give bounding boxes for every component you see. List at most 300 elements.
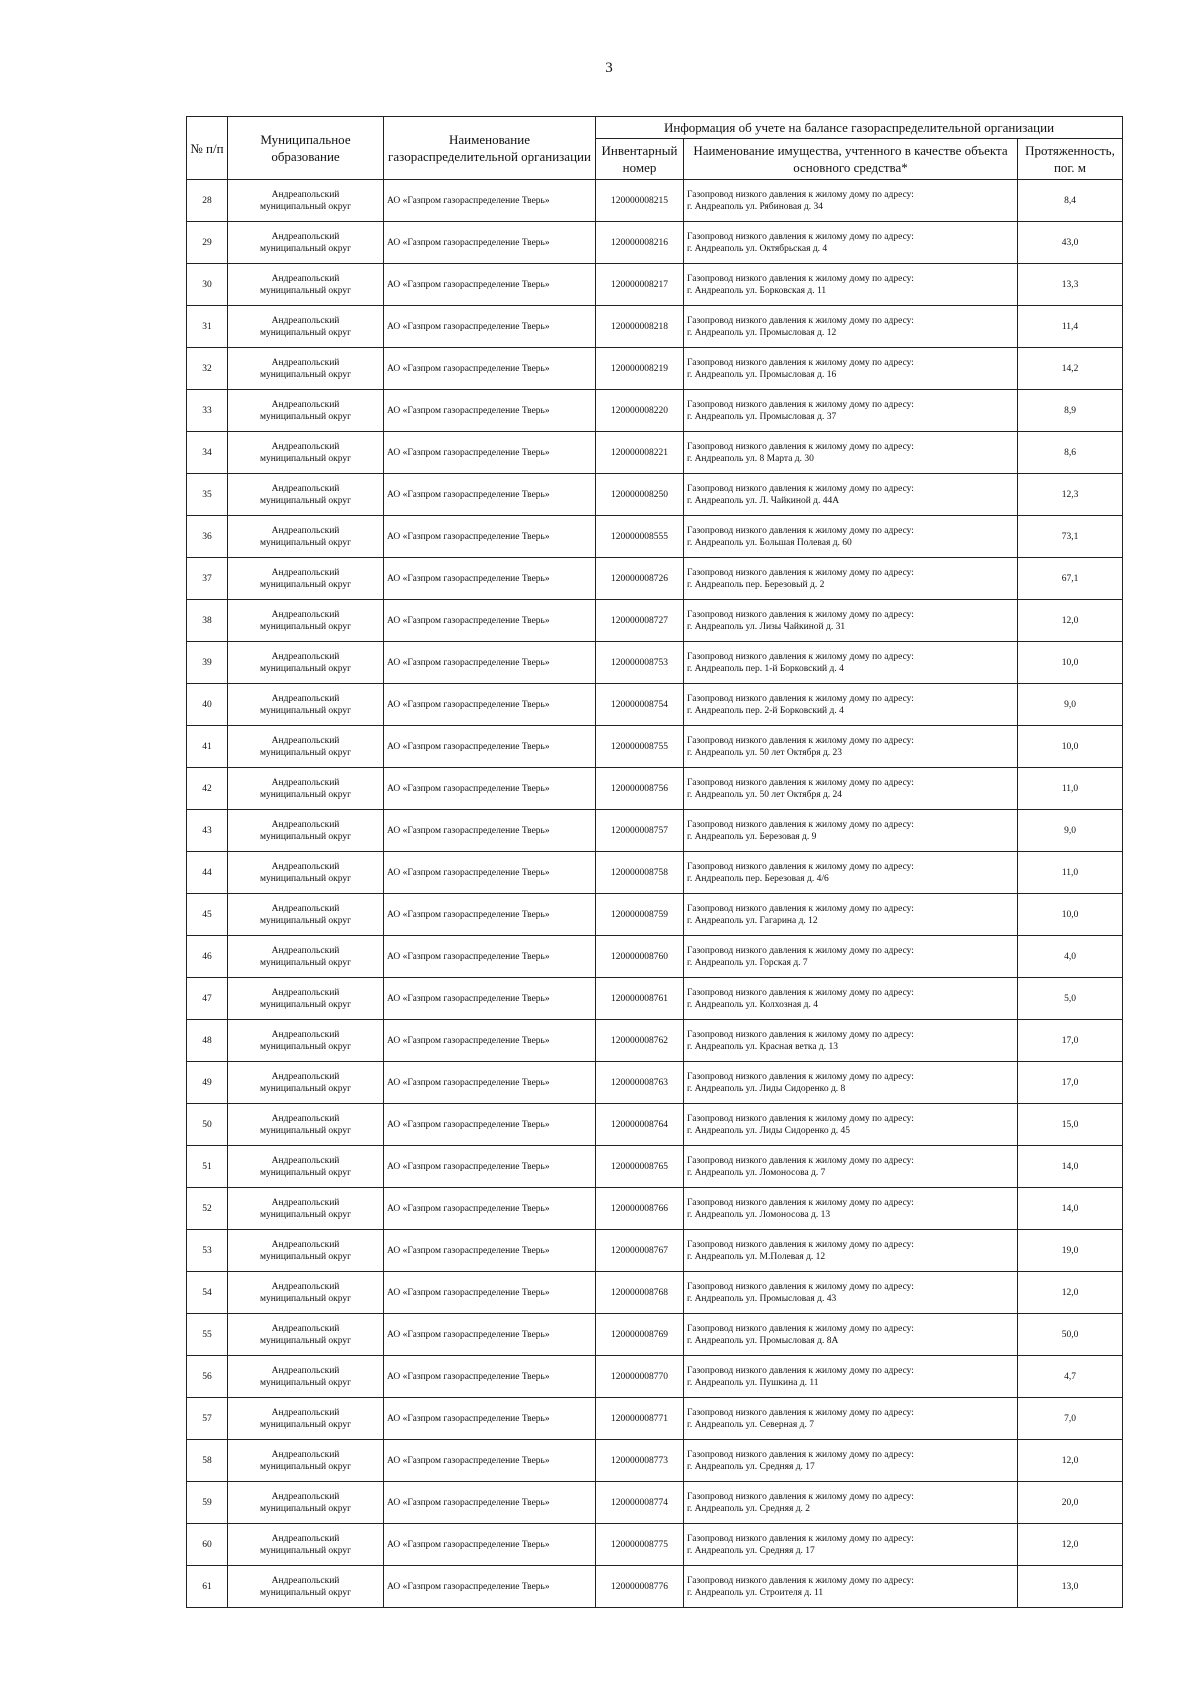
- row-municipality: [228, 222, 384, 264]
- municipality-line-1: Андреапольский: [271, 1155, 340, 1166]
- municipality-line-1: Андреапольский: [271, 231, 340, 242]
- municipality-line-2: муниципальный округ: [259, 1335, 352, 1346]
- row-inventory-number: 120000008767: [596, 1230, 684, 1272]
- row-municipality: [228, 432, 384, 474]
- property-line-2: г. Андреаполь ул. Рябиновая д. 34: [687, 201, 823, 212]
- table-row: [187, 768, 1123, 810]
- table-row: [187, 642, 1123, 684]
- property-line-1: Газопровод низкого давления к жилому дому по адресу:: [687, 1449, 914, 1460]
- row-property-name: [684, 684, 1018, 726]
- property-line-2: г. Андреаполь ул. Средняя д. 17: [687, 1545, 815, 1556]
- property-line-1: Газопровод низкого давления к жилому дому по адресу:: [687, 357, 914, 368]
- property-line-2: г. Андреаполь пер. 2-й Борковский д. 4: [687, 705, 844, 716]
- row-length: 4,0: [1018, 936, 1123, 978]
- row-municipality: [228, 1398, 384, 1440]
- property-line-2: г. Андреаполь ул. Промысловая д. 37: [687, 411, 837, 422]
- row-organization: АО «Газпром газораспределение Тверь»: [384, 432, 596, 474]
- property-line-1: Газопровод низкого давления к жилому дому по адресу:: [687, 189, 914, 200]
- header-municipality: Муниципальное образование: [228, 117, 384, 180]
- municipality-line-2: муниципальный округ: [259, 831, 352, 842]
- row-organization: АО «Газпром газораспределение Тверь»: [384, 936, 596, 978]
- row-organization: АО «Газпром газораспределение Тверь»: [384, 768, 596, 810]
- row-municipality: [228, 1146, 384, 1188]
- municipality-line-2: муниципальный округ: [259, 201, 352, 212]
- property-line-2: г. Андреаполь ул. Промысловая д. 16: [687, 369, 837, 380]
- municipality-line-2: муниципальный округ: [259, 1587, 352, 1598]
- table-row: [187, 306, 1123, 348]
- row-inventory-number: 120000008761: [596, 978, 684, 1020]
- row-organization: АО «Газпром газораспределение Тверь»: [384, 264, 596, 306]
- municipality-line-2: муниципальный округ: [259, 915, 352, 926]
- row-organization: АО «Газпром газораспределение Тверь»: [384, 894, 596, 936]
- municipality-line-2: муниципальный округ: [259, 1167, 352, 1178]
- row-number: 59: [187, 1482, 228, 1524]
- row-municipality: [228, 894, 384, 936]
- row-number: 37: [187, 558, 228, 600]
- municipality-line-2: муниципальный округ: [259, 747, 352, 758]
- table-row: [187, 936, 1123, 978]
- property-line-1: Газопровод низкого давления к жилому дому по адресу:: [687, 1029, 914, 1040]
- row-municipality: [228, 684, 384, 726]
- municipality-line-1: Андреапольский: [271, 357, 340, 368]
- row-number: 28: [187, 180, 228, 222]
- table-row: [187, 1230, 1123, 1272]
- row-inventory-number: 120000008754: [596, 684, 684, 726]
- row-municipality: [228, 180, 384, 222]
- row-inventory-number: 120000008755: [596, 726, 684, 768]
- row-organization: АО «Газпром газораспределение Тверь»: [384, 978, 596, 1020]
- row-organization: АО «Газпром газораспределение Тверь»: [384, 1230, 596, 1272]
- municipality-line-1: Андреапольский: [271, 315, 340, 326]
- row-length: 12,0: [1018, 1272, 1123, 1314]
- row-number: 50: [187, 1104, 228, 1146]
- row-municipality: [228, 558, 384, 600]
- header-inventory-number: Инвентарный номер: [596, 139, 684, 180]
- row-municipality: [228, 810, 384, 852]
- municipality-line-1: Андреапольский: [271, 1533, 340, 1544]
- row-inventory-number: 120000008774: [596, 1482, 684, 1524]
- header-organization: Наименование газораспределительной организации: [384, 117, 596, 180]
- municipality-line-1: Андреапольский: [271, 693, 340, 704]
- row-property-name: [684, 1272, 1018, 1314]
- row-length: 12,0: [1018, 600, 1123, 642]
- table-row: [187, 1524, 1123, 1566]
- row-property-name: [684, 642, 1018, 684]
- municipality-line-1: Андреапольский: [271, 441, 340, 452]
- row-inventory-number: 120000008753: [596, 642, 684, 684]
- row-number: 57: [187, 1398, 228, 1440]
- property-line-1: Газопровод низкого давления к жилому дому по адресу:: [687, 1281, 914, 1292]
- row-municipality: [228, 264, 384, 306]
- property-line-2: г. Андреаполь ул. Борковская д. 11: [687, 285, 827, 296]
- table-row: [187, 180, 1123, 222]
- row-inventory-number: 120000008776: [596, 1566, 684, 1608]
- municipality-line-2: муниципальный округ: [259, 369, 352, 380]
- table-row: [187, 894, 1123, 936]
- table-row: [187, 222, 1123, 264]
- property-line-2: г. Андреаполь ул. Л. Чайкиной д. 44А: [687, 495, 840, 506]
- row-number: 58: [187, 1440, 228, 1482]
- row-municipality: [228, 1482, 384, 1524]
- row-length: 4,7: [1018, 1356, 1123, 1398]
- municipality-line-2: муниципальный округ: [259, 243, 352, 254]
- row-length: 10,0: [1018, 894, 1123, 936]
- row-length: 10,0: [1018, 642, 1123, 684]
- municipality-line-2: муниципальный округ: [259, 789, 352, 800]
- municipality-line-2: муниципальный округ: [259, 1125, 352, 1136]
- property-line-1: Газопровод низкого давления к жилому дому по адресу:: [687, 903, 914, 914]
- property-line-1: Газопровод низкого давления к жилому дому по адресу:: [687, 1365, 914, 1376]
- row-number: 53: [187, 1230, 228, 1272]
- row-length: 67,1: [1018, 558, 1123, 600]
- table-row: [187, 1188, 1123, 1230]
- row-length: 8,6: [1018, 432, 1123, 474]
- row-property-name: [684, 1356, 1018, 1398]
- property-line-1: Газопровод низкого давления к жилому дому по адресу:: [687, 777, 914, 788]
- property-line-1: Газопровод низкого давления к жилому дому по адресу:: [687, 945, 914, 956]
- table-row: [187, 264, 1123, 306]
- row-length: 17,0: [1018, 1020, 1123, 1062]
- row-municipality: [228, 1356, 384, 1398]
- row-inventory-number: 120000008763: [596, 1062, 684, 1104]
- municipality-line-1: Андреапольский: [271, 399, 340, 410]
- row-organization: АО «Газпром газораспределение Тверь»: [384, 1020, 596, 1062]
- row-property-name: [684, 600, 1018, 642]
- row-number: 38: [187, 600, 228, 642]
- row-number: 41: [187, 726, 228, 768]
- row-organization: АО «Газпром газораспределение Тверь»: [384, 474, 596, 516]
- row-property-name: [684, 726, 1018, 768]
- row-length: 9,0: [1018, 684, 1123, 726]
- row-property-name: [684, 1482, 1018, 1524]
- property-line-2: г. Андреаполь пер. Березовый д. 2: [687, 579, 825, 590]
- property-line-1: Газопровод низкого давления к жилому дому по адресу:: [687, 315, 914, 326]
- row-length: 8,9: [1018, 390, 1123, 432]
- row-length: 11,0: [1018, 768, 1123, 810]
- municipality-line-2: муниципальный округ: [259, 1083, 352, 1094]
- row-property-name: [684, 852, 1018, 894]
- row-number: 36: [187, 516, 228, 558]
- property-line-1: Газопровод низкого давления к жилому дому по адресу:: [687, 273, 914, 284]
- row-property-name: [684, 1020, 1018, 1062]
- row-property-name: [684, 1104, 1018, 1146]
- row-property-name: [684, 936, 1018, 978]
- row-organization: АО «Газпром газораспределение Тверь»: [384, 726, 596, 768]
- property-line-2: г. Андреаполь ул. Ломоносова д. 13: [687, 1209, 831, 1220]
- row-inventory-number: 120000008216: [596, 222, 684, 264]
- table-row: [187, 684, 1123, 726]
- municipality-line-2: муниципальный округ: [259, 705, 352, 716]
- row-organization: АО «Газпром газораспределение Тверь»: [384, 810, 596, 852]
- property-line-2: г. Андреаполь ул. Лизы Чайкиной д. 31: [687, 621, 846, 632]
- row-length: 13,3: [1018, 264, 1123, 306]
- table-row: [187, 1440, 1123, 1482]
- row-inventory-number: 120000008764: [596, 1104, 684, 1146]
- row-number: 54: [187, 1272, 228, 1314]
- municipality-line-2: муниципальный округ: [259, 1503, 352, 1514]
- row-length: 9,0: [1018, 810, 1123, 852]
- table-row: [187, 1356, 1123, 1398]
- municipality-line-2: муниципальный округ: [259, 1545, 352, 1556]
- municipality-line-1: Андреапольский: [271, 567, 340, 578]
- row-length: 12,0: [1018, 1524, 1123, 1566]
- page-number: 3: [605, 60, 613, 76]
- row-length: 14,0: [1018, 1188, 1123, 1230]
- row-property-name: [684, 516, 1018, 558]
- municipality-line-2: муниципальный округ: [259, 621, 352, 632]
- row-organization: АО «Газпром газораспределение Тверь»: [384, 1314, 596, 1356]
- property-line-2: г. Андреаполь ул. М.Полевая д. 12: [687, 1251, 826, 1262]
- table-row: [187, 1146, 1123, 1188]
- row-number: 43: [187, 810, 228, 852]
- row-inventory-number: 120000008758: [596, 852, 684, 894]
- row-number: 44: [187, 852, 228, 894]
- municipality-line-2: муниципальный округ: [259, 1419, 352, 1430]
- row-municipality: [228, 1020, 384, 1062]
- row-number: 61: [187, 1566, 228, 1608]
- row-number: 60: [187, 1524, 228, 1566]
- row-organization: АО «Газпром газораспределение Тверь»: [384, 1440, 596, 1482]
- municipality-line-2: муниципальный округ: [259, 1041, 352, 1052]
- table-row: [187, 1482, 1123, 1524]
- municipality-line-1: Андреапольский: [271, 1323, 340, 1334]
- header-property-name: Наименование имущества, учтенного в качестве объекта основного средства*: [684, 139, 1018, 180]
- table-row: [187, 852, 1123, 894]
- municipality-line-2: муниципальный округ: [259, 495, 352, 506]
- row-organization: АО «Газпром газораспределение Тверь»: [384, 558, 596, 600]
- property-line-2: г. Андреаполь ул. 50 лет Октября д. 24: [687, 789, 843, 800]
- row-municipality: [228, 390, 384, 432]
- row-organization: АО «Газпром газораспределение Тверь»: [384, 306, 596, 348]
- row-inventory-number: 120000008769: [596, 1314, 684, 1356]
- municipality-line-2: муниципальный округ: [259, 285, 352, 296]
- table-body: [187, 180, 1123, 1608]
- property-line-2: г. Андреаполь ул. Большая Полевая д. 60: [687, 537, 852, 548]
- table-row: [187, 432, 1123, 474]
- row-property-name: [684, 1524, 1018, 1566]
- row-inventory-number: 120000008770: [596, 1356, 684, 1398]
- row-municipality: [228, 1230, 384, 1272]
- municipality-line-2: муниципальный округ: [259, 1209, 352, 1220]
- row-length: 8,4: [1018, 180, 1123, 222]
- row-number: 46: [187, 936, 228, 978]
- municipality-line-1: Андреапольский: [271, 1029, 340, 1040]
- row-municipality: [228, 1188, 384, 1230]
- row-length: 10,0: [1018, 726, 1123, 768]
- table-row: [187, 810, 1123, 852]
- property-line-2: г. Андреаполь ул. Пушкина д. 11: [687, 1377, 819, 1388]
- row-property-name: [684, 810, 1018, 852]
- row-property-name: [684, 306, 1018, 348]
- property-line-2: г. Андреаполь ул. Промысловая д. 8А: [687, 1335, 839, 1346]
- row-inventory-number: 120000008760: [596, 936, 684, 978]
- row-municipality: [228, 600, 384, 642]
- table-row: [187, 600, 1123, 642]
- row-property-name: [684, 558, 1018, 600]
- property-line-2: г. Андреаполь ул. Лиды Сидоренко д. 8: [687, 1083, 846, 1094]
- row-organization: АО «Газпром газораспределение Тверь»: [384, 1566, 596, 1608]
- row-organization: АО «Газпром газораспределение Тверь»: [384, 684, 596, 726]
- row-property-name: [684, 1398, 1018, 1440]
- row-length: 50,0: [1018, 1314, 1123, 1356]
- row-municipality: [228, 1272, 384, 1314]
- row-organization: АО «Газпром газораспределение Тверь»: [384, 222, 596, 264]
- municipality-line-1: Андреапольский: [271, 1197, 340, 1208]
- property-line-2: г. Андреаполь ул. Северная д. 7: [687, 1419, 814, 1430]
- row-length: 73,1: [1018, 516, 1123, 558]
- municipality-line-1: Андреапольский: [271, 987, 340, 998]
- table-row: [187, 390, 1123, 432]
- row-municipality: [228, 474, 384, 516]
- row-number: 56: [187, 1356, 228, 1398]
- row-municipality: [228, 852, 384, 894]
- municipality-line-2: муниципальный округ: [259, 873, 352, 884]
- header-num: № п/п: [187, 117, 228, 180]
- row-property-name: [684, 1062, 1018, 1104]
- municipality-line-1: Андреапольский: [271, 1365, 340, 1376]
- row-organization: АО «Газпром газораспределение Тверь»: [384, 1188, 596, 1230]
- row-municipality: [228, 516, 384, 558]
- property-line-1: Газопровод низкого давления к жилому дому по адресу:: [687, 651, 914, 662]
- property-line-1: Газопровод низкого давления к жилому дому по адресу:: [687, 441, 914, 452]
- row-property-name: [684, 1440, 1018, 1482]
- row-inventory-number: 120000008775: [596, 1524, 684, 1566]
- row-inventory-number: 120000008765: [596, 1146, 684, 1188]
- property-table: [186, 116, 1123, 1608]
- row-property-name: [684, 222, 1018, 264]
- municipality-line-1: Андреапольский: [271, 1281, 340, 1292]
- row-number: 55: [187, 1314, 228, 1356]
- row-organization: АО «Газпром газораспределение Тверь»: [384, 642, 596, 684]
- header-length: Протяженность, пог. м: [1018, 139, 1123, 180]
- row-organization: АО «Газпром газораспределение Тверь»: [384, 600, 596, 642]
- property-line-1: Газопровод низкого давления к жилому дому по адресу:: [687, 1113, 914, 1124]
- municipality-line-1: Андреапольский: [271, 525, 340, 536]
- property-line-2: г. Андреаполь ул. 50 лет Октября д. 23: [687, 747, 843, 758]
- municipality-line-2: муниципальный округ: [259, 411, 352, 422]
- row-number: 30: [187, 264, 228, 306]
- property-line-2: г. Андреаполь ул. Октябрьская д. 4: [687, 243, 828, 254]
- row-inventory-number: 120000008727: [596, 600, 684, 642]
- row-property-name: [684, 1566, 1018, 1608]
- municipality-line-1: Андреапольский: [271, 1575, 340, 1586]
- property-line-1: Газопровод низкого давления к жилому дому по адресу:: [687, 525, 914, 536]
- municipality-line-1: Андреапольский: [271, 1239, 340, 1250]
- row-municipality: [228, 726, 384, 768]
- municipality-line-2: муниципальный округ: [259, 327, 352, 338]
- row-inventory-number: 120000008220: [596, 390, 684, 432]
- municipality-line-1: Андреапольский: [271, 945, 340, 956]
- row-organization: АО «Газпром газораспределение Тверь»: [384, 1524, 596, 1566]
- row-organization: АО «Газпром газораспределение Тверь»: [384, 1104, 596, 1146]
- property-line-2: г. Андреаполь ул. Березовая д. 9: [687, 831, 817, 842]
- row-municipality: [228, 768, 384, 810]
- row-length: 11,4: [1018, 306, 1123, 348]
- row-organization: АО «Газпром газораспределение Тверь»: [384, 1398, 596, 1440]
- property-line-2: г. Андреаполь ул. Горская д. 7: [687, 957, 808, 968]
- row-length: 5,0: [1018, 978, 1123, 1020]
- row-length: 19,0: [1018, 1230, 1123, 1272]
- row-inventory-number: 120000008762: [596, 1020, 684, 1062]
- municipality-line-2: муниципальный округ: [259, 957, 352, 968]
- property-line-2: г. Андреаполь пер. 1-й Борковский д. 4: [687, 663, 844, 674]
- row-number: 48: [187, 1020, 228, 1062]
- row-property-name: [684, 1314, 1018, 1356]
- municipality-line-2: муниципальный округ: [259, 1251, 352, 1262]
- table-row: [187, 1104, 1123, 1146]
- table-row: [187, 558, 1123, 600]
- property-line-1: Газопровод низкого давления к жилому дому по адресу:: [687, 819, 914, 830]
- row-property-name: [684, 1188, 1018, 1230]
- municipality-line-2: муниципальный округ: [259, 453, 352, 464]
- property-line-1: Газопровод низкого давления к жилому дому по адресу:: [687, 483, 914, 494]
- table-row: [187, 1020, 1123, 1062]
- row-number: 33: [187, 390, 228, 432]
- municipality-line-1: Андреапольский: [271, 273, 340, 284]
- property-line-1: Газопровод низкого давления к жилому дому по адресу:: [687, 1407, 914, 1418]
- municipality-line-1: Андреапольский: [271, 483, 340, 494]
- property-line-1: Газопровод низкого давления к жилому дому по адресу:: [687, 567, 914, 578]
- row-length: 14,2: [1018, 348, 1123, 390]
- row-property-name: [684, 180, 1018, 222]
- row-organization: АО «Газпром газораспределение Тверь»: [384, 516, 596, 558]
- row-property-name: [684, 474, 1018, 516]
- table-row: [187, 516, 1123, 558]
- row-length: 14,0: [1018, 1146, 1123, 1188]
- table-row: [187, 1272, 1123, 1314]
- municipality-line-2: муниципальный округ: [259, 999, 352, 1010]
- row-property-name: [684, 390, 1018, 432]
- property-line-1: Газопровод низкого давления к жилому дому по адресу:: [687, 693, 914, 704]
- row-inventory-number: 120000008773: [596, 1440, 684, 1482]
- municipality-line-2: муниципальный округ: [259, 1293, 352, 1304]
- property-line-1: Газопровод низкого давления к жилому дому по адресу:: [687, 1533, 914, 1544]
- row-property-name: [684, 1146, 1018, 1188]
- property-line-1: Газопровод низкого давления к жилому дому по адресу:: [687, 1575, 914, 1586]
- municipality-line-2: муниципальный округ: [259, 537, 352, 548]
- municipality-line-1: Андреапольский: [271, 1071, 340, 1082]
- row-number: 52: [187, 1188, 228, 1230]
- header-balance-info: Информация об учете на балансе газораспределительной организации: [596, 117, 1123, 139]
- row-municipality: [228, 642, 384, 684]
- row-number: 31: [187, 306, 228, 348]
- property-line-2: г. Андреаполь ул. Промысловая д. 12: [687, 327, 837, 338]
- property-line-2: г. Андреаполь ул. Гагарина д. 12: [687, 915, 818, 926]
- row-number: 32: [187, 348, 228, 390]
- row-municipality: [228, 1104, 384, 1146]
- row-inventory-number: 120000008215: [596, 180, 684, 222]
- row-property-name: [684, 768, 1018, 810]
- table-row: [187, 726, 1123, 768]
- row-organization: АО «Газпром газораспределение Тверь»: [384, 390, 596, 432]
- row-property-name: [684, 432, 1018, 474]
- property-line-2: г. Андреаполь пер. Березовая д. 4/6: [687, 873, 829, 884]
- municipality-line-2: муниципальный округ: [259, 1461, 352, 1472]
- row-length: 12,3: [1018, 474, 1123, 516]
- row-organization: АО «Газпром газораспределение Тверь»: [384, 1482, 596, 1524]
- municipality-line-1: Андреапольский: [271, 1491, 340, 1502]
- municipality-line-1: Андреапольский: [271, 861, 340, 872]
- row-number: 51: [187, 1146, 228, 1188]
- property-line-1: Газопровод низкого давления к жилому дому по адресу:: [687, 1197, 914, 1208]
- municipality-line-1: Андреапольский: [271, 189, 340, 200]
- municipality-line-1: Андреапольский: [271, 1407, 340, 1418]
- property-line-1: Газопровод низкого давления к жилому дому по адресу:: [687, 1491, 914, 1502]
- row-inventory-number: 120000008219: [596, 348, 684, 390]
- row-municipality: [228, 1314, 384, 1356]
- row-inventory-number: 120000008757: [596, 810, 684, 852]
- row-length: 13,0: [1018, 1566, 1123, 1608]
